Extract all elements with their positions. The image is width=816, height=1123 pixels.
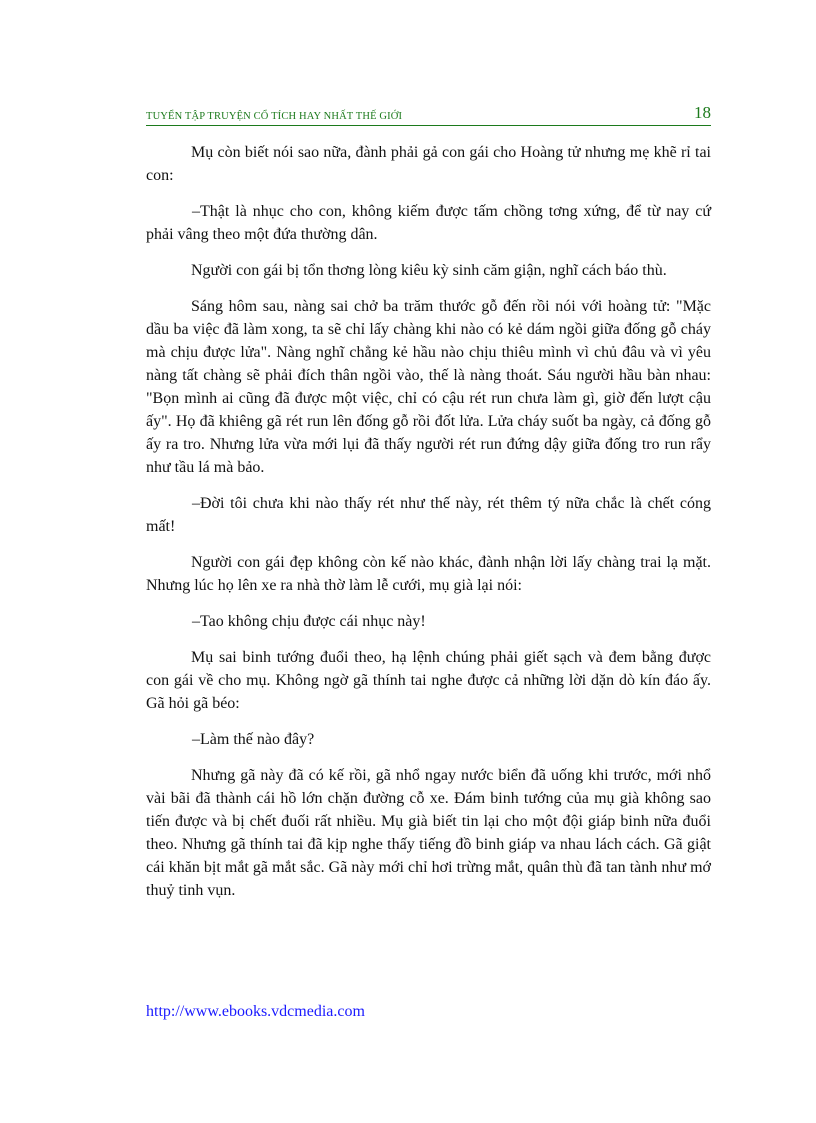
story-body [146,141,711,915]
dialog-line: –Tao không chịu được cái nhục này! [192,613,426,630]
book-title: TUYỂN TẬP TRUYỆN CỔ TÍCH HAY NHẤT THẾ GIỚI [146,111,403,122]
page-number: 18 [694,103,711,122]
dialog-line: –Thật là nhục cho con, không kiếm được tấm chồng tơng xứng, để từ nay cứ phải vâng theo một đứa thường dân. [146,203,711,243]
paragraph: Người con gái đẹp không còn kế nào khác, đành nhận lời lấy chàng trai lạ mặt. Nhưng lúc họ lên xe ra nhà thờ làm lễ cưới, mụ già lại nói: [146,554,711,594]
paragraph: Nhưng gã này đã có kế rồi, gã nhổ ngay nước biển đã uống khi trước, mới nhổ vài bãi đã thành cái hồ lớn chặn đường cỗ xe. Đám binh tướng của mụ già không sao tiến được và bị chết đuối rất nhiều. Mụ già biết tin lại cho một đội giáp binh nữa đuổi theo. Nhưng gã thính tai đã kịp nghe thấy tiếng đồ binh giáp va nhau lách cách. Gã giật cái khăn bịt mắt gã mắt sắc. Gã này mới chỉ hơi trừng mắt, quân thù đã tan tành như mớ thuỷ tinh vụn. [146,767,711,899]
paragraph: Sáng hôm sau, nàng sai chở ba trăm thước gỗ đến rồi nói với hoàng tử: "Mặc dầu ba việc đã làm xong, ta sẽ chỉ lấy chàng khi nào có kẻ dám ngồi giữa đống gỗ cháy mà chịu được lửa". Nàng nghĩ chẳng kẻ hầu nào chịu thiêu mình vì chủ đâu và vì yêu nàng tất chàng sẽ phải đích thân ngồi vào, thế là nàng thoát. Sáu người hầu bàn nhau: "Bọn mình ai cũng đã được một việc, chỉ có cậu rét run chưa làm gì, giờ đến lượt cậu ấy". Họ đã khiêng gã rét run lên đống gỗ rồi đốt lửa. Lửa cháy suốt ba ngày, cả đống gỗ ấy ra tro. Nhưng lửa vừa mới lụi đã thấy người rét run đứng dậy giữa đống tro run rẩy như tầu lá mà bảo. [146,298,711,476]
footer-url-link[interactable]: http://www.ebooks.vdcmedia.com [146,1003,365,1020]
paragraph: Mụ còn biết nói sao nữa, đành phải gả con gái cho Hoàng tử nhưng mẹ khẽ rỉ tai con: [146,144,711,184]
paragraph: Người con gái bị tổn thơng lòng kiêu kỳ sinh căm giận, nghĩ cách báo thù. [191,262,667,279]
dialog-line: –Làm thế nào đây? [192,731,315,748]
page-header [146,103,711,126]
paragraph: Mụ sai binh tướng đuổi theo, hạ lệnh chúng phải giết sạch và đem bằng được con gái về cho mụ. Không ngờ gã thính tai nghe được cả những lời dặn dò kín đáo ấy. Gã hỏi gã béo: [146,649,711,712]
dialog-line: –Đời tôi chưa khi nào thấy rét như thế này, rét thêm tý nữa chắc là chết cóng mất! [146,495,711,535]
